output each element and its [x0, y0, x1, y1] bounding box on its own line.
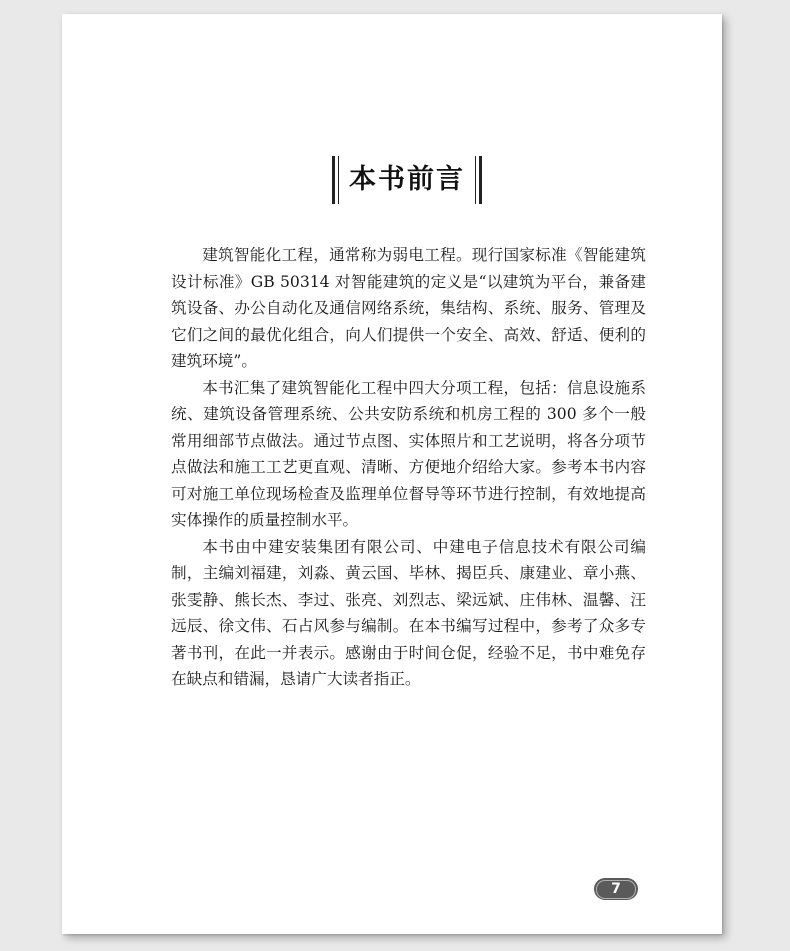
page-number: 7: [596, 880, 636, 899]
title-block: [332, 154, 482, 206]
preface-body: [171, 242, 646, 693]
page-title: 本书前言: [349, 164, 465, 195]
paragraph: 本书汇集了建筑智能化工程中四大分项工程，包括：信息设施系统、建筑设备管理系统、公共安防系统和机房工程的 300 多个一般常用细部节点做法。通过节点图、实体照片和工艺说明，将各分项节点做法和施工工艺更直观、清晰、方便地介绍给大家。参考本书内容可对施工单位现场检查及监理单位督导等环节进行控制，有效地提高实体操作的质量控制水平。: [171, 378, 646, 529]
paragraph: 建筑智能化工程，通常称为弱电工程。现行国家标准《智能建筑设计标准》GB 50314 对智能建筑的定义是“以建筑为平台，兼备建筑设备、办公自动化及通信网络系统，集结构、系统、服务、管理及它们之间的最优化组合，向人们提供一个安全、高效、舒适、便利的建筑环境”。: [171, 246, 646, 370]
book-page: [62, 14, 722, 934]
paragraph: 本书由中建安装集团有限公司、中建电子信息技术有限公司编制，主编刘福建，刘淼、黄云国、毕林、揭臣兵、康建业、章小燕、张雯静、熊长杰、李过、张亮、刘烈志、梁远斌、庄伟林、温馨、汪远辰、徐文伟、石占风参与编制。在本书编写过程中，参考了众多专著书刊，在此一并表示。感谢由于时间仓促，经验不足，书中难免存在缺点和错漏，恳请广大读者指正。: [171, 537, 646, 688]
page-number-badge: [594, 878, 638, 900]
title-right-ornament: [475, 156, 482, 204]
title-left-ornament: [332, 156, 339, 204]
